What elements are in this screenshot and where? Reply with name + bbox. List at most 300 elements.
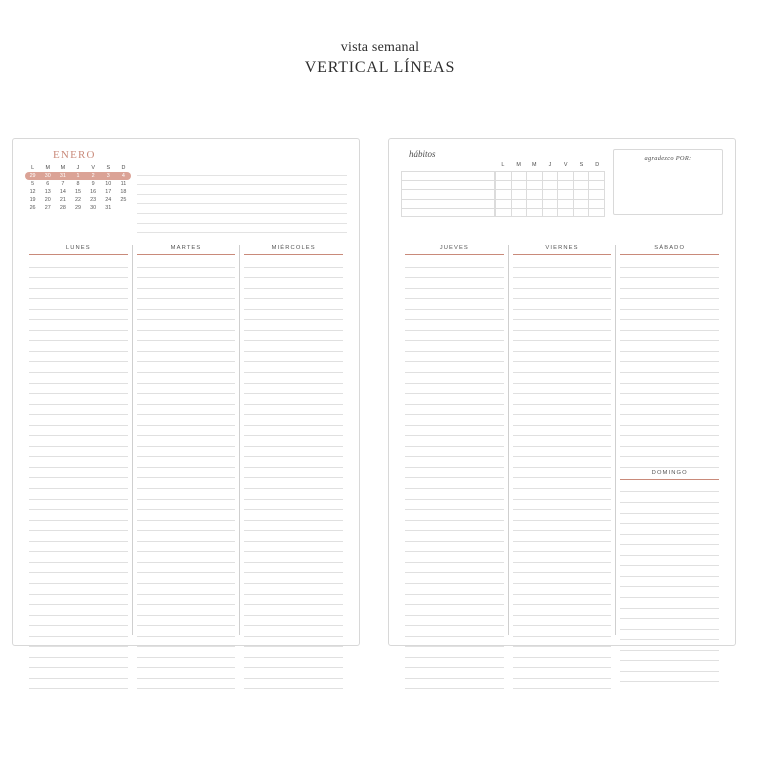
write-line[interactable]: [29, 362, 128, 373]
write-line[interactable]: [405, 457, 504, 468]
write-line[interactable]: [405, 362, 504, 373]
gratitude-box[interactable]: [613, 149, 723, 215]
write-line[interactable]: [405, 573, 504, 584]
write-line[interactable]: [137, 289, 236, 300]
write-line[interactable]: [137, 584, 236, 595]
write-line[interactable]: [620, 310, 719, 321]
write-line[interactable]: [29, 310, 128, 321]
write-line[interactable]: [405, 563, 504, 574]
write-line[interactable]: [405, 405, 504, 416]
write-line[interactable]: [137, 331, 236, 342]
calendar-day-cell[interactable]: 29: [29, 173, 36, 179]
write-line[interactable]: [29, 668, 128, 679]
write-line[interactable]: [620, 630, 719, 641]
write-line[interactable]: [405, 584, 504, 595]
write-line[interactable]: [137, 341, 236, 352]
habit-checkbox[interactable]: [588, 189, 605, 198]
write-line[interactable]: [244, 573, 343, 584]
write-line[interactable]: [513, 320, 612, 331]
habit-checkbox[interactable]: [495, 171, 511, 180]
write-line[interactable]: [620, 672, 719, 683]
write-line[interactable]: [137, 605, 236, 616]
write-line[interactable]: [513, 436, 612, 447]
write-line[interactable]: [137, 394, 236, 405]
write-line[interactable]: [29, 531, 128, 542]
calendar-day-cell[interactable]: 2: [91, 173, 95, 179]
calendar-day-cell[interactable]: 19: [29, 197, 36, 203]
write-line[interactable]: [620, 426, 719, 437]
write-line[interactable]: [29, 384, 128, 395]
write-line[interactable]: [244, 637, 343, 648]
write-line[interactable]: [513, 616, 612, 627]
write-line[interactable]: [244, 457, 343, 468]
write-line[interactable]: [620, 384, 719, 395]
habit-checkbox[interactable]: [557, 180, 573, 189]
write-line[interactable]: [29, 331, 128, 342]
notes-area[interactable]: [137, 164, 347, 233]
calendar-day-cell[interactable]: 7: [61, 181, 65, 187]
calendar-day-cell[interactable]: 29: [74, 205, 81, 211]
write-line[interactable]: [137, 373, 236, 384]
write-line[interactable]: [244, 521, 343, 532]
write-line[interactable]: [244, 489, 343, 500]
write-line[interactable]: [244, 310, 343, 321]
calendar-day-cell[interactable]: 12: [29, 189, 36, 195]
note-line[interactable]: [137, 185, 347, 195]
write-line[interactable]: [513, 552, 612, 563]
note-line[interactable]: [137, 166, 347, 176]
calendar-day-cell[interactable]: 3: [106, 173, 110, 179]
write-line[interactable]: [513, 468, 612, 479]
write-line[interactable]: [137, 278, 236, 289]
write-line[interactable]: [29, 457, 128, 468]
calendar-day-cell[interactable]: 30: [44, 173, 51, 179]
write-line[interactable]: [244, 542, 343, 553]
write-line[interactable]: [513, 542, 612, 553]
write-line[interactable]: [620, 278, 719, 289]
note-line[interactable]: [137, 224, 347, 234]
write-line[interactable]: [513, 405, 612, 416]
write-line[interactable]: [29, 415, 128, 426]
habit-checkbox[interactable]: [573, 171, 589, 180]
write-line[interactable]: [244, 362, 343, 373]
habit-checkbox[interactable]: [557, 189, 573, 198]
write-line[interactable]: [244, 679, 343, 690]
write-line[interactable]: [29, 289, 128, 300]
day-column-lines[interactable]: [405, 255, 504, 689]
habit-checkbox[interactable]: [511, 171, 527, 180]
habit-checkbox[interactable]: [495, 189, 511, 198]
write-line[interactable]: [405, 426, 504, 437]
write-line[interactable]: [29, 436, 128, 447]
write-line[interactable]: [244, 447, 343, 458]
write-line[interactable]: [29, 394, 128, 405]
calendar-day-cell[interactable]: 15: [74, 189, 81, 195]
habit-checkbox-grid[interactable]: [495, 171, 605, 217]
write-line[interactable]: [405, 373, 504, 384]
habit-checkbox[interactable]: [526, 189, 542, 198]
calendar-day-cell[interactable]: 18: [120, 189, 127, 195]
write-line[interactable]: [29, 573, 128, 584]
write-line[interactable]: [137, 436, 236, 447]
write-line[interactable]: [29, 658, 128, 669]
write-line[interactable]: [620, 289, 719, 300]
write-line[interactable]: [405, 352, 504, 363]
write-line[interactable]: [137, 320, 236, 331]
write-line[interactable]: [513, 362, 612, 373]
write-line[interactable]: [405, 341, 504, 352]
write-line[interactable]: [244, 320, 343, 331]
calendar-day-cell[interactable]: 27: [44, 205, 51, 211]
write-line[interactable]: [513, 268, 612, 279]
write-line[interactable]: [29, 478, 128, 489]
write-line[interactable]: [137, 500, 236, 511]
write-line[interactable]: [244, 257, 343, 268]
write-line[interactable]: [513, 426, 612, 437]
write-line[interactable]: [513, 584, 612, 595]
write-line[interactable]: [244, 373, 343, 384]
write-line[interactable]: [244, 563, 343, 574]
write-line[interactable]: [137, 468, 236, 479]
calendar-day-cell[interactable]: [116, 204, 131, 212]
write-line[interactable]: [29, 679, 128, 690]
write-line[interactable]: [244, 500, 343, 511]
write-line[interactable]: [244, 595, 343, 606]
write-line[interactable]: [405, 521, 504, 532]
habit-checkbox[interactable]: [542, 180, 558, 189]
write-line[interactable]: [513, 531, 612, 542]
write-line[interactable]: [29, 447, 128, 458]
write-line[interactable]: [405, 668, 504, 679]
habit-checkbox[interactable]: [542, 189, 558, 198]
write-line[interactable]: [29, 268, 128, 279]
write-line[interactable]: [137, 616, 236, 627]
write-line[interactable]: [137, 447, 236, 458]
write-line[interactable]: [405, 489, 504, 500]
write-line[interactable]: [29, 352, 128, 363]
write-line[interactable]: [513, 415, 612, 426]
write-line[interactable]: [29, 584, 128, 595]
write-line[interactable]: [29, 616, 128, 627]
day-column-lines[interactable]: [513, 255, 612, 689]
write-line[interactable]: [513, 510, 612, 521]
write-line[interactable]: [405, 552, 504, 563]
write-line[interactable]: [405, 447, 504, 458]
write-line[interactable]: [244, 405, 343, 416]
write-line[interactable]: [405, 436, 504, 447]
write-line[interactable]: [137, 352, 236, 363]
write-line[interactable]: [405, 415, 504, 426]
write-line[interactable]: [29, 468, 128, 479]
write-line[interactable]: [620, 609, 719, 620]
write-line[interactable]: [137, 478, 236, 489]
habit-checkbox[interactable]: [588, 199, 605, 208]
calendar-day-cell[interactable]: 16: [90, 189, 97, 195]
calendar-day-cell[interactable]: 28: [59, 205, 66, 211]
write-line[interactable]: [620, 545, 719, 556]
write-line[interactable]: [513, 257, 612, 268]
write-line[interactable]: [620, 535, 719, 546]
write-line[interactable]: [513, 384, 612, 395]
write-line[interactable]: [405, 268, 504, 279]
write-line[interactable]: [137, 521, 236, 532]
write-line[interactable]: [513, 668, 612, 679]
write-line[interactable]: [29, 373, 128, 384]
write-line[interactable]: [405, 658, 504, 669]
write-line[interactable]: [137, 658, 236, 669]
write-line[interactable]: [620, 556, 719, 567]
habit-checkbox[interactable]: [542, 171, 558, 180]
write-line[interactable]: [513, 352, 612, 363]
habit-checkbox[interactable]: [573, 208, 589, 217]
calendar-day-cell[interactable]: 10: [105, 181, 112, 187]
write-line[interactable]: [405, 626, 504, 637]
habit-checkbox[interactable]: [573, 180, 589, 189]
write-line[interactable]: [137, 510, 236, 521]
write-line[interactable]: [405, 500, 504, 511]
write-line[interactable]: [244, 478, 343, 489]
write-line[interactable]: [29, 257, 128, 268]
write-line[interactable]: [137, 542, 236, 553]
write-line[interactable]: [405, 289, 504, 300]
write-line[interactable]: [620, 577, 719, 588]
write-line[interactable]: [620, 362, 719, 373]
write-line[interactable]: [137, 457, 236, 468]
write-line[interactable]: [405, 595, 504, 606]
write-line[interactable]: [620, 651, 719, 662]
write-line[interactable]: [513, 447, 612, 458]
calendar-day-cell[interactable]: 5: [31, 181, 35, 187]
calendar-day-cell[interactable]: 24: [105, 197, 112, 203]
write-line[interactable]: [137, 489, 236, 500]
write-line[interactable]: [513, 331, 612, 342]
write-line[interactable]: [513, 563, 612, 574]
write-line[interactable]: [620, 482, 719, 493]
write-line[interactable]: [137, 362, 236, 373]
write-line[interactable]: [244, 510, 343, 521]
habit-checkbox[interactable]: [526, 171, 542, 180]
habit-checkbox[interactable]: [495, 208, 511, 217]
habit-checkbox[interactable]: [526, 180, 542, 189]
day-column-lines[interactable]: [137, 255, 236, 689]
habit-checkbox[interactable]: [573, 189, 589, 198]
write-line[interactable]: [137, 563, 236, 574]
calendar-day-cell[interactable]: 22: [74, 197, 81, 203]
write-line[interactable]: [620, 352, 719, 363]
habit-name-input[interactable]: [401, 171, 495, 180]
write-line[interactable]: [29, 341, 128, 352]
write-line[interactable]: [513, 373, 612, 384]
habit-checkbox[interactable]: [557, 199, 573, 208]
calendar-day-cell[interactable]: 4: [121, 173, 125, 179]
write-line[interactable]: [620, 436, 719, 447]
write-line[interactable]: [244, 331, 343, 342]
habit-name-input[interactable]: [401, 180, 495, 189]
habit-name-fields[interactable]: [401, 162, 495, 217]
write-line[interactable]: [137, 257, 236, 268]
write-line[interactable]: [620, 320, 719, 331]
habit-checkbox[interactable]: [573, 199, 589, 208]
write-line[interactable]: [620, 415, 719, 426]
write-line[interactable]: [620, 447, 719, 458]
write-line[interactable]: [620, 524, 719, 535]
habit-checkbox[interactable]: [495, 180, 511, 189]
write-line[interactable]: [620, 331, 719, 342]
write-line[interactable]: [620, 661, 719, 672]
write-line[interactable]: [513, 299, 612, 310]
note-line[interactable]: [137, 204, 347, 214]
write-line[interactable]: [405, 531, 504, 542]
day-column-lines[interactable]: [620, 255, 719, 468]
habit-checkbox[interactable]: [511, 180, 527, 189]
write-line[interactable]: [29, 542, 128, 553]
calendar-day-cell[interactable]: 26: [29, 205, 36, 211]
write-line[interactable]: [405, 310, 504, 321]
write-line[interactable]: [29, 426, 128, 437]
write-line[interactable]: [244, 278, 343, 289]
write-line[interactable]: [244, 415, 343, 426]
calendar-week-row[interactable]: [25, 180, 131, 188]
write-line[interactable]: [405, 637, 504, 648]
write-line[interactable]: [513, 278, 612, 289]
write-line[interactable]: [405, 647, 504, 658]
habit-name-input[interactable]: [401, 208, 495, 217]
habit-checkbox[interactable]: [495, 199, 511, 208]
day-column-lines[interactable]: [244, 255, 343, 689]
habit-name-input[interactable]: [401, 189, 495, 198]
calendar-week-row[interactable]: [25, 196, 131, 204]
write-line[interactable]: [29, 626, 128, 637]
write-line[interactable]: [620, 587, 719, 598]
write-line[interactable]: [513, 341, 612, 352]
write-line[interactable]: [405, 478, 504, 489]
write-line[interactable]: [29, 595, 128, 606]
write-line[interactable]: [244, 658, 343, 669]
write-line[interactable]: [405, 679, 504, 690]
write-line[interactable]: [244, 605, 343, 616]
write-line[interactable]: [137, 573, 236, 584]
write-line[interactable]: [29, 299, 128, 310]
habit-checkbox[interactable]: [557, 171, 573, 180]
write-line[interactable]: [405, 468, 504, 479]
write-line[interactable]: [137, 647, 236, 658]
write-line[interactable]: [137, 595, 236, 606]
calendar-day-cell[interactable]: 1: [76, 173, 80, 179]
habit-checkbox[interactable]: [526, 199, 542, 208]
habit-checkbox[interactable]: [588, 208, 605, 217]
write-line[interactable]: [405, 616, 504, 627]
write-line[interactable]: [405, 331, 504, 342]
write-line[interactable]: [405, 542, 504, 553]
write-line[interactable]: [137, 552, 236, 563]
calendar-day-cell[interactable]: 13: [44, 189, 51, 195]
write-line[interactable]: [620, 299, 719, 310]
write-line[interactable]: [244, 436, 343, 447]
write-line[interactable]: [137, 626, 236, 637]
write-line[interactable]: [137, 415, 236, 426]
write-line[interactable]: [137, 299, 236, 310]
habit-day-grid[interactable]: [495, 162, 605, 217]
write-line[interactable]: [137, 384, 236, 395]
calendar-day-cell[interactable]: 21: [59, 197, 66, 203]
write-line[interactable]: [513, 478, 612, 489]
write-line[interactable]: [29, 320, 128, 331]
write-line[interactable]: [29, 605, 128, 616]
habit-name-input[interactable]: [401, 199, 495, 208]
write-line[interactable]: [620, 373, 719, 384]
note-line[interactable]: [137, 195, 347, 205]
write-line[interactable]: [29, 500, 128, 511]
write-line[interactable]: [137, 310, 236, 321]
calendar-day-cell[interactable]: 17: [105, 189, 112, 195]
write-line[interactable]: [244, 616, 343, 627]
habit-checkbox[interactable]: [542, 208, 558, 217]
habit-checkbox[interactable]: [557, 208, 573, 217]
write-line[interactable]: [620, 257, 719, 268]
write-line[interactable]: [29, 637, 128, 648]
calendar-day-cell[interactable]: 6: [46, 181, 50, 187]
write-line[interactable]: [244, 668, 343, 679]
write-line[interactable]: [513, 394, 612, 405]
write-line[interactable]: [620, 619, 719, 630]
write-line[interactable]: [405, 320, 504, 331]
write-line[interactable]: [137, 531, 236, 542]
write-line[interactable]: [244, 384, 343, 395]
write-line[interactable]: [244, 584, 343, 595]
write-line[interactable]: [620, 598, 719, 609]
write-line[interactable]: [513, 605, 612, 616]
calendar-day-cell[interactable]: 30: [90, 205, 97, 211]
write-line[interactable]: [137, 268, 236, 279]
write-line[interactable]: [620, 492, 719, 503]
habit-checkbox[interactable]: [526, 208, 542, 217]
write-line[interactable]: [620, 514, 719, 525]
write-line[interactable]: [405, 605, 504, 616]
write-line[interactable]: [513, 626, 612, 637]
write-line[interactable]: [620, 640, 719, 651]
write-line[interactable]: [513, 658, 612, 669]
write-line[interactable]: [513, 595, 612, 606]
write-line[interactable]: [513, 310, 612, 321]
write-line[interactable]: [137, 668, 236, 679]
write-line[interactable]: [29, 489, 128, 500]
calendar-week-row[interactable]: [25, 188, 131, 196]
write-line[interactable]: [137, 637, 236, 648]
note-line[interactable]: [137, 176, 347, 186]
calendar-day-cell[interactable]: 31: [105, 205, 112, 211]
write-line[interactable]: [244, 468, 343, 479]
write-line[interactable]: [29, 647, 128, 658]
calendar-day-cell[interactable]: 9: [91, 181, 95, 187]
write-line[interactable]: [513, 637, 612, 648]
calendar-day-cell[interactable]: 20: [44, 197, 51, 203]
write-line[interactable]: [244, 299, 343, 310]
write-line[interactable]: [513, 457, 612, 468]
day-column-lines-secondary[interactable]: [620, 480, 719, 682]
write-line[interactable]: [29, 510, 128, 521]
write-line[interactable]: [244, 626, 343, 637]
calendar-day-cell[interactable]: 14: [59, 189, 66, 195]
write-line[interactable]: [29, 552, 128, 563]
calendar-day-cell[interactable]: 11: [120, 181, 127, 187]
calendar-day-cell[interactable]: 31: [59, 173, 66, 179]
write-line[interactable]: [137, 679, 236, 690]
mini-calendar[interactable]: [25, 164, 131, 212]
write-line[interactable]: [244, 289, 343, 300]
write-line[interactable]: [29, 405, 128, 416]
write-line[interactable]: [244, 394, 343, 405]
write-line[interactable]: [29, 563, 128, 574]
